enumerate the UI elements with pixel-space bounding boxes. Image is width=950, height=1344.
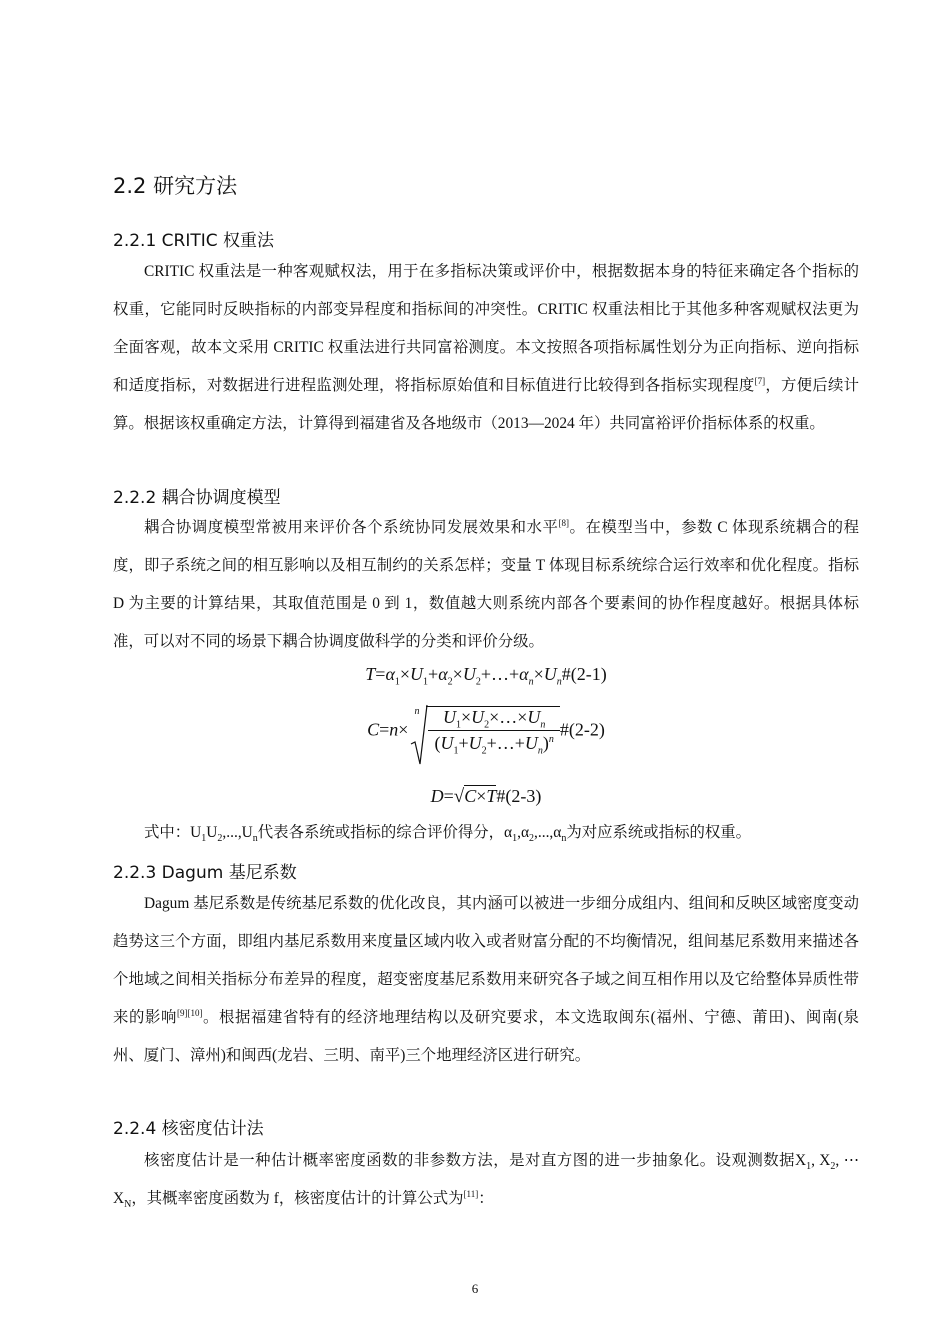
note-part: 式中：U [144,824,202,841]
heading-kde: 2.2.4 核密度估计法 [113,1119,264,1139]
note-part: 代表各系统或指标的综合评价得分，α [257,824,513,841]
equation-2-3: D=√C×T#(2-3) [430,786,542,807]
equation-note: 式中：$U_1U_2,...,U_n$代表各系统或指标的综合评价得分，$\alpha_1,\alpha_2,...,\alpha_n$为对应系统或指标的权重。 [144,824,752,845]
paragraph-critic [113,253,859,443]
fraction: $\frac{U_1\times U_2\times\dots\times U_n}{(U_1+U_2+\dots+U_n)^n}$ [428,707,559,754]
page-number: 6 [471,1281,479,1296]
equation-2-2: C=n× n $\frac{U_1\times U_2\times\dots\times U_n}{(U_1+U_2+\dots+U_n)^n}$ #(2-2) [113,706,859,754]
radical-sign-icon [410,704,428,766]
citation-7: [7] [754,375,766,386]
note-part: U [206,824,218,841]
paragraph-kde-text: 核密度估计是一种估计概率密度函数的非参数方法，是对直方图的进一步抽象化。设观测数据 [144,1152,795,1169]
note-part: ,...,U [222,824,253,841]
citation-8: [8] [558,517,569,528]
paragraph-dagum [113,885,859,1075]
note-part: ,...,α [534,824,562,841]
paragraph-critic-text: CRITIC 权重法是一种客观赋权法，用于在多指标决策或评价中，根据数据本身的特征来确定各个指标的权重，它能同时反映指标的内部变异程度和指标间的冲突性。CRITIC 权重法相比于其他多种客观赋权法更为全面客观，故本文采用 CRITIC 权重法进行共同富裕测度。本文按照各项指标属性划分为正向指标、逆向指标和适度指标，对数据进行进程监测处理，将指标原始值和目标值进行比较得到各指标实现程度 [113,263,859,394]
heading-dagum: 2.2.3 Dagum 基尼系数 [113,863,297,883]
heading-coupling: 2.2.2 耦合协调度模型 [113,488,281,508]
paragraph-dagum-text: Dagum 基尼系数是传统基尼系数的优化改良，其内涵可以被进一步细分成组内、组间和反映区域密度变动趋势这三个方面，即组内基尼系数用来度量区域内收入或者财富分配的不均衡情况，组间基尼系数用来描述各个地域之间相关指标分布差异的程度，超变密度基尼系数用来研究各子域之间互相作用以及它给整体异质性带来的影响 [113,895,859,1026]
equation-2-1: $T=\alpha_1\times U_1+\alpha_2\times U_2+\dots+\alpha_n\times U_n\#(2-1)$ [365,664,607,688]
section-title: 2.2 研究方法 [113,174,238,198]
paragraph-coupling [113,509,859,661]
equation-2-2-label: #(2-2) [559,719,605,740]
kde-part: , ⋯X [113,1152,859,1207]
kde-part: X [794,1152,807,1169]
kde-part: , X [811,1152,831,1169]
heading-critic: 2.2.1 CRITIC 权重法 [113,231,275,251]
note-part: 为对应系统或指标的权重。 [566,824,752,841]
paragraph-critic-tail: ，方便后续计算。根据该权重确定方法，计算得到福建省及各地级市（2013—2024 年）共同富裕评价指标体系的权重。 [113,377,859,432]
equation-2-3-label: #(2-3) [496,786,542,806]
kde-part: ： [478,1190,494,1207]
citation-11: [11] [463,1188,479,1199]
radical: n $\frac{U_1\times U_2\times\dots\times U_n}{(U_1+U_2+\dots+U_n)^n}$ [426,706,559,754]
note-part: ,α [517,824,530,841]
paragraph-kde: 核密度估计是一种估计概率密度函数的非参数方法，是对直方图的进一步抽象化。设观测数据$X_1$, $X_2$, $\cdots X_N$，其概率密度函数为 f，核密度估计的计算公式为[11]： [113,1152,859,1211]
paragraph-coupling-tail: 。在模型当中，参数 C 体现系统耦合的程度，即子系统之间的相互影响以及相互制约的关系怎样；变量 T 体现目标系统综合运行效率和优化程度。指标 D 为主要的计算结果，其取值范围是 0 到 1，数值越大则系统内部各个要素间的协作程度越好。根据具体标准，可以对不同的场景下耦合协调度做科学的分类和评价分级。 [113,519,859,650]
paragraph-dagum-tail: 。根据福建省特有的经济地理结构以及研究要求，本文选取闽东(福州、宁德、莆田)、闽南(泉州、厦门、漳州)和闽西(龙岩、三明、南平)三个地理经济区进行研究。 [113,1009,859,1064]
paragraph-coupling-text: 耦合协调度模型常被用来评价各个系统协同发展效果和水平 [144,519,559,536]
citation-9-10: [9][10] [176,1007,203,1018]
equation-2-1-label: #(2-1) [561,664,607,684]
kde-part: ，其概率密度函数为 f，核密度估计的计算公式为 [131,1190,464,1207]
